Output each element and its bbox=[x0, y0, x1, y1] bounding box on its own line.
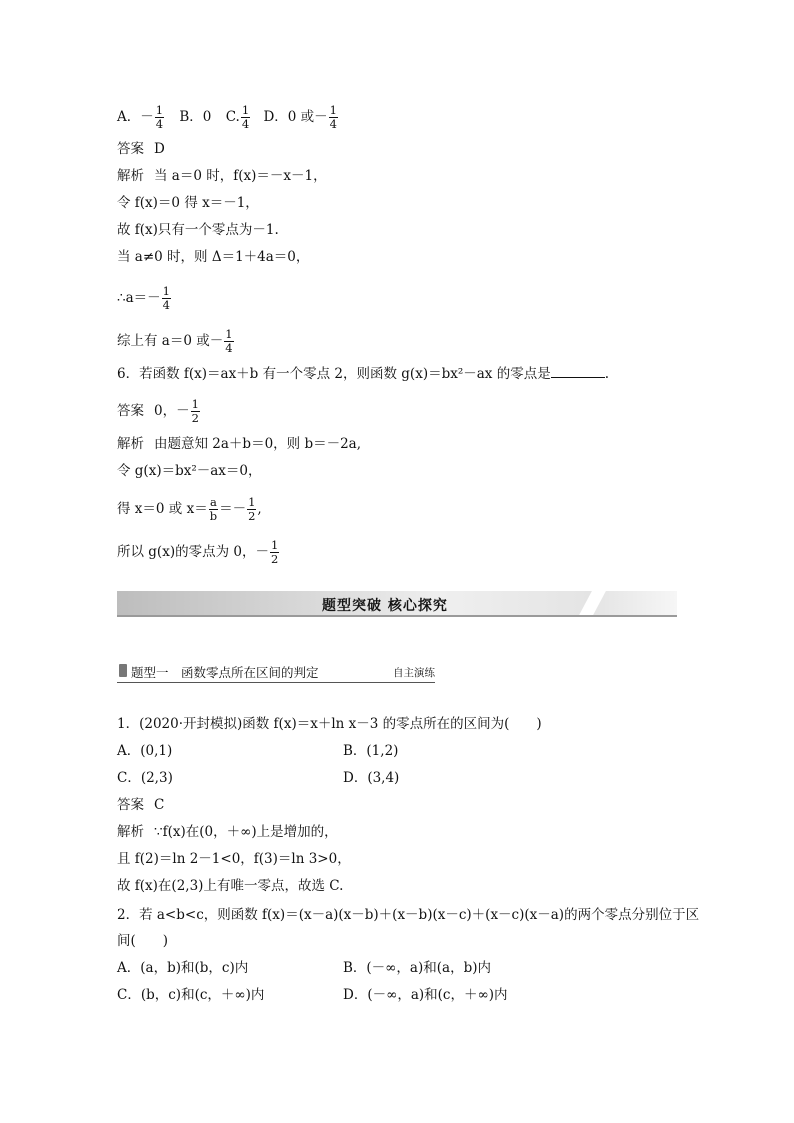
p2-option-a: A．(a，b)和(b，c)内 bbox=[117, 960, 249, 976]
answer-blank bbox=[551, 365, 605, 378]
q6-answer: 答案 0，－ $\frac{1}{2}$ bbox=[117, 397, 199, 425]
fraction: $\frac{1}{4}$ bbox=[329, 103, 337, 131]
bookmark-icon bbox=[119, 664, 127, 677]
q5-option-c: C. bbox=[225, 109, 240, 125]
section-title: 题型一 函数零点所在区间的判定 bbox=[131, 665, 319, 680]
p1-analysis-line: 解析 ∵f(x)在(0，＋∞)上是增加的， bbox=[117, 824, 338, 840]
fraction: $\frac{1}{4}$ bbox=[155, 103, 164, 131]
p1-option-b: B．(1,2) bbox=[343, 743, 399, 759]
p1-analysis-line: 且 f(2)＝ln 2－1<0，f(3)＝ln 3>0， bbox=[117, 851, 351, 867]
q5-analysis-line: 解析 当 a＝0 时，f(x)＝－x－1， bbox=[117, 168, 327, 184]
q6-analysis-line: 令 g(x)＝bx²－ax＝0， bbox=[117, 463, 262, 479]
fraction: $\frac{1}{2}$ bbox=[191, 397, 199, 425]
q5-answer: 答案 D bbox=[117, 141, 165, 157]
q5-analysis-line: 故 f(x)只有一个零点为－1. bbox=[117, 222, 279, 238]
section-banner bbox=[117, 591, 677, 617]
section-underline bbox=[117, 682, 435, 683]
q6-analysis-line: 得 x＝0 或 x＝ $\frac{a}{b}$ ＝－ $\frac{1}{2}$ , bbox=[117, 495, 262, 523]
p2-option-b: B．(－∞，a)和(a，b)内 bbox=[343, 960, 491, 976]
q5-analysis-line: ∴a＝－ $\frac{1}{4}$ bbox=[117, 284, 170, 312]
p1-option-d: D．(3,4) bbox=[343, 770, 400, 786]
p2-option-c: C．(b，c)和(c，＋∞)内 bbox=[117, 987, 265, 1003]
banner-rule bbox=[117, 615, 677, 617]
fraction: $\frac{1}{2}$ bbox=[270, 538, 279, 566]
q5-analysis-line: 当 a≠0 时，则 Δ＝1＋4a＝0， bbox=[117, 249, 310, 265]
p1-answer: 答案 C bbox=[117, 797, 165, 813]
fraction: $\frac{1}{4}$ bbox=[241, 103, 250, 131]
q5-option-a: A．－ bbox=[117, 109, 154, 125]
fraction: $\frac{1}{4}$ bbox=[162, 284, 170, 312]
banner-title: 题型突破 核心探究 bbox=[322, 598, 448, 614]
q6-stem: 6．若函数 f(x)＝ax＋b 有一个零点 2，则函数 g(x)＝bx²－ax 的零点是 . bbox=[117, 366, 609, 382]
p1-option-a: A．(0,1) bbox=[117, 743, 173, 759]
p2-option-d: D．(－∞，a)和(c，＋∞)内 bbox=[343, 987, 508, 1003]
p1-option-c: C．(2,3) bbox=[117, 770, 173, 786]
q6-analysis-line: 所以 g(x)的零点为 0，－ $\frac{1}{2}$ bbox=[117, 538, 279, 566]
q5-option-b: B．0 bbox=[179, 109, 212, 125]
section-tag: 自主演练 bbox=[393, 667, 435, 679]
p2-stem-cont: 间( ) bbox=[117, 933, 169, 949]
fraction: $\frac{a}{b}$ bbox=[209, 495, 218, 523]
q5-options bbox=[117, 104, 339, 131]
fraction: $\frac{1}{2}$ bbox=[248, 495, 256, 523]
q6-analysis-line: 解析 由题意知 2a＋b＝0，则 b＝－2a, bbox=[117, 436, 362, 452]
q5-analysis-line: 综上有 a＝0 或－ $\frac{1}{4}$ bbox=[117, 327, 233, 355]
q5-option-d: D．0 或－ bbox=[263, 109, 328, 125]
fraction: $\frac{1}{4}$ bbox=[225, 327, 233, 355]
section-header bbox=[117, 661, 435, 683]
q5-analysis-line: 令 f(x)＝0 得 x＝－1， bbox=[117, 195, 259, 211]
p2-stem: 2．若 a<b<c，则函数 f(x)＝(x－a)(x－b)＋(x－b)(x－c)＋(x－c)(x－a)的两个零点分别位于区 bbox=[117, 907, 700, 923]
p1-analysis-line: 故 f(x)在(2,3)上有唯一零点，故选 C. bbox=[117, 878, 344, 894]
p1-stem: 1．(2020·开封模拟)函数 f(x)＝x＋ln x－3 的零点所在的区间为( ) bbox=[117, 716, 542, 732]
